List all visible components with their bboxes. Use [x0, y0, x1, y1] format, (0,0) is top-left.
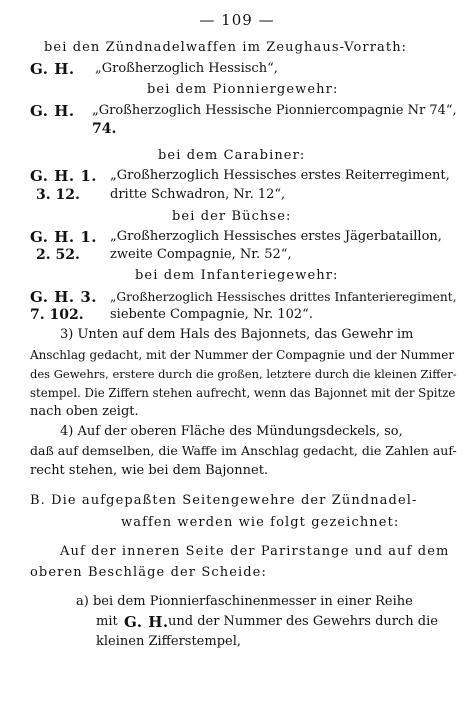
mark-gh-1: G. H. 1.: [30, 228, 97, 246]
text-line: zweite Compagnie, Nr. 52“,: [110, 247, 292, 262]
text-line: siebente Compagnie, Nr. 102“.: [110, 307, 313, 322]
paragraph-line: nach oben zeigt.: [30, 404, 139, 419]
text-line: „Großherzoglich Hessisches erstes Jägerbataillon,: [110, 229, 442, 244]
heading-zeughaus: bei den Zündnadelwaffen im Zeughaus-Vorrath:: [44, 40, 408, 55]
paragraph-line: stempel. Die Ziffern stehen aufrecht, wenn das Bajonnet mit der Spitze: [30, 386, 456, 400]
mark-number: 74.: [92, 121, 117, 137]
mark-number: 2. 52.: [36, 247, 80, 263]
paragraph-line: 3) Unten auf dem Hals des Bajonnets, das Gewehr im: [60, 327, 414, 342]
text-line: und der Nummer des Gewehrs durch die: [168, 614, 438, 629]
page-number: — 109 —: [199, 11, 275, 29]
heading-buechse: bei der Büchse:: [172, 209, 292, 224]
text-line: „Großherzoglich Hessisches erstes Reiterregiment,: [110, 168, 450, 183]
spaced-line: oberen Beschläge der Scheide:: [30, 565, 267, 580]
heading-pionniergewehr: bei dem Pionniergewehr:: [147, 82, 339, 97]
list-item-a: a) bei dem Pionnierfaschinenmesser in einer Reihe: [76, 594, 413, 609]
mark-number: 3. 12.: [36, 187, 80, 203]
text-line: „Großherzoglich Hessisch“,: [95, 61, 278, 76]
section-heading-b-cont: waffen werden wie folgt gezeichnet:: [121, 515, 400, 530]
mark-gh-1: G. H. 1.: [30, 167, 97, 185]
paragraph-line: 4) Auf der oberen Fläche des Mündungsdeckels, so,: [60, 424, 403, 439]
mark-number: 7. 102.: [30, 307, 84, 323]
mark-gh: G. H.: [124, 613, 169, 631]
heading-carabiner: bei dem Carabiner:: [158, 148, 306, 163]
paragraph-line: des Gewehrs, erstere durch die großen, letztere durch die kleinen Ziffer-: [30, 367, 457, 381]
text-fragment: mit: [96, 614, 118, 629]
mark-gh: G. H.: [30, 102, 75, 120]
mark-gh: G. H.: [30, 60, 75, 78]
text-line: „Großherzoglich Hessisches drittes Infanterieregiment,: [110, 290, 457, 304]
mark-gh-3: G. H. 3.: [30, 288, 97, 306]
heading-infanteriegewehr: bei dem Infanteriegewehr:: [135, 268, 339, 283]
paragraph-line: Anschlag gedacht, mit der Nummer der Compagnie und der Nummer: [30, 348, 455, 362]
paragraph-line: recht stehen, wie bei dem Bajonnet.: [30, 463, 269, 478]
spaced-line: Auf der inneren Seite der Parirstange und auf dem: [60, 544, 450, 559]
text-line: dritte Schwadron, Nr. 12“,: [110, 187, 286, 202]
section-heading-b: B. Die aufgepaßten Seitengewehre der Zündnadel-: [30, 493, 418, 508]
text-line: kleinen Zifferstempel,: [96, 634, 242, 649]
text-line: „Großherzoglich Hessische Pionniercompagnie Nr 74“,: [92, 103, 457, 118]
paragraph-line: daß auf demselben, die Waffe im Anschlag gedacht, die Zahlen auf-: [30, 443, 457, 458]
